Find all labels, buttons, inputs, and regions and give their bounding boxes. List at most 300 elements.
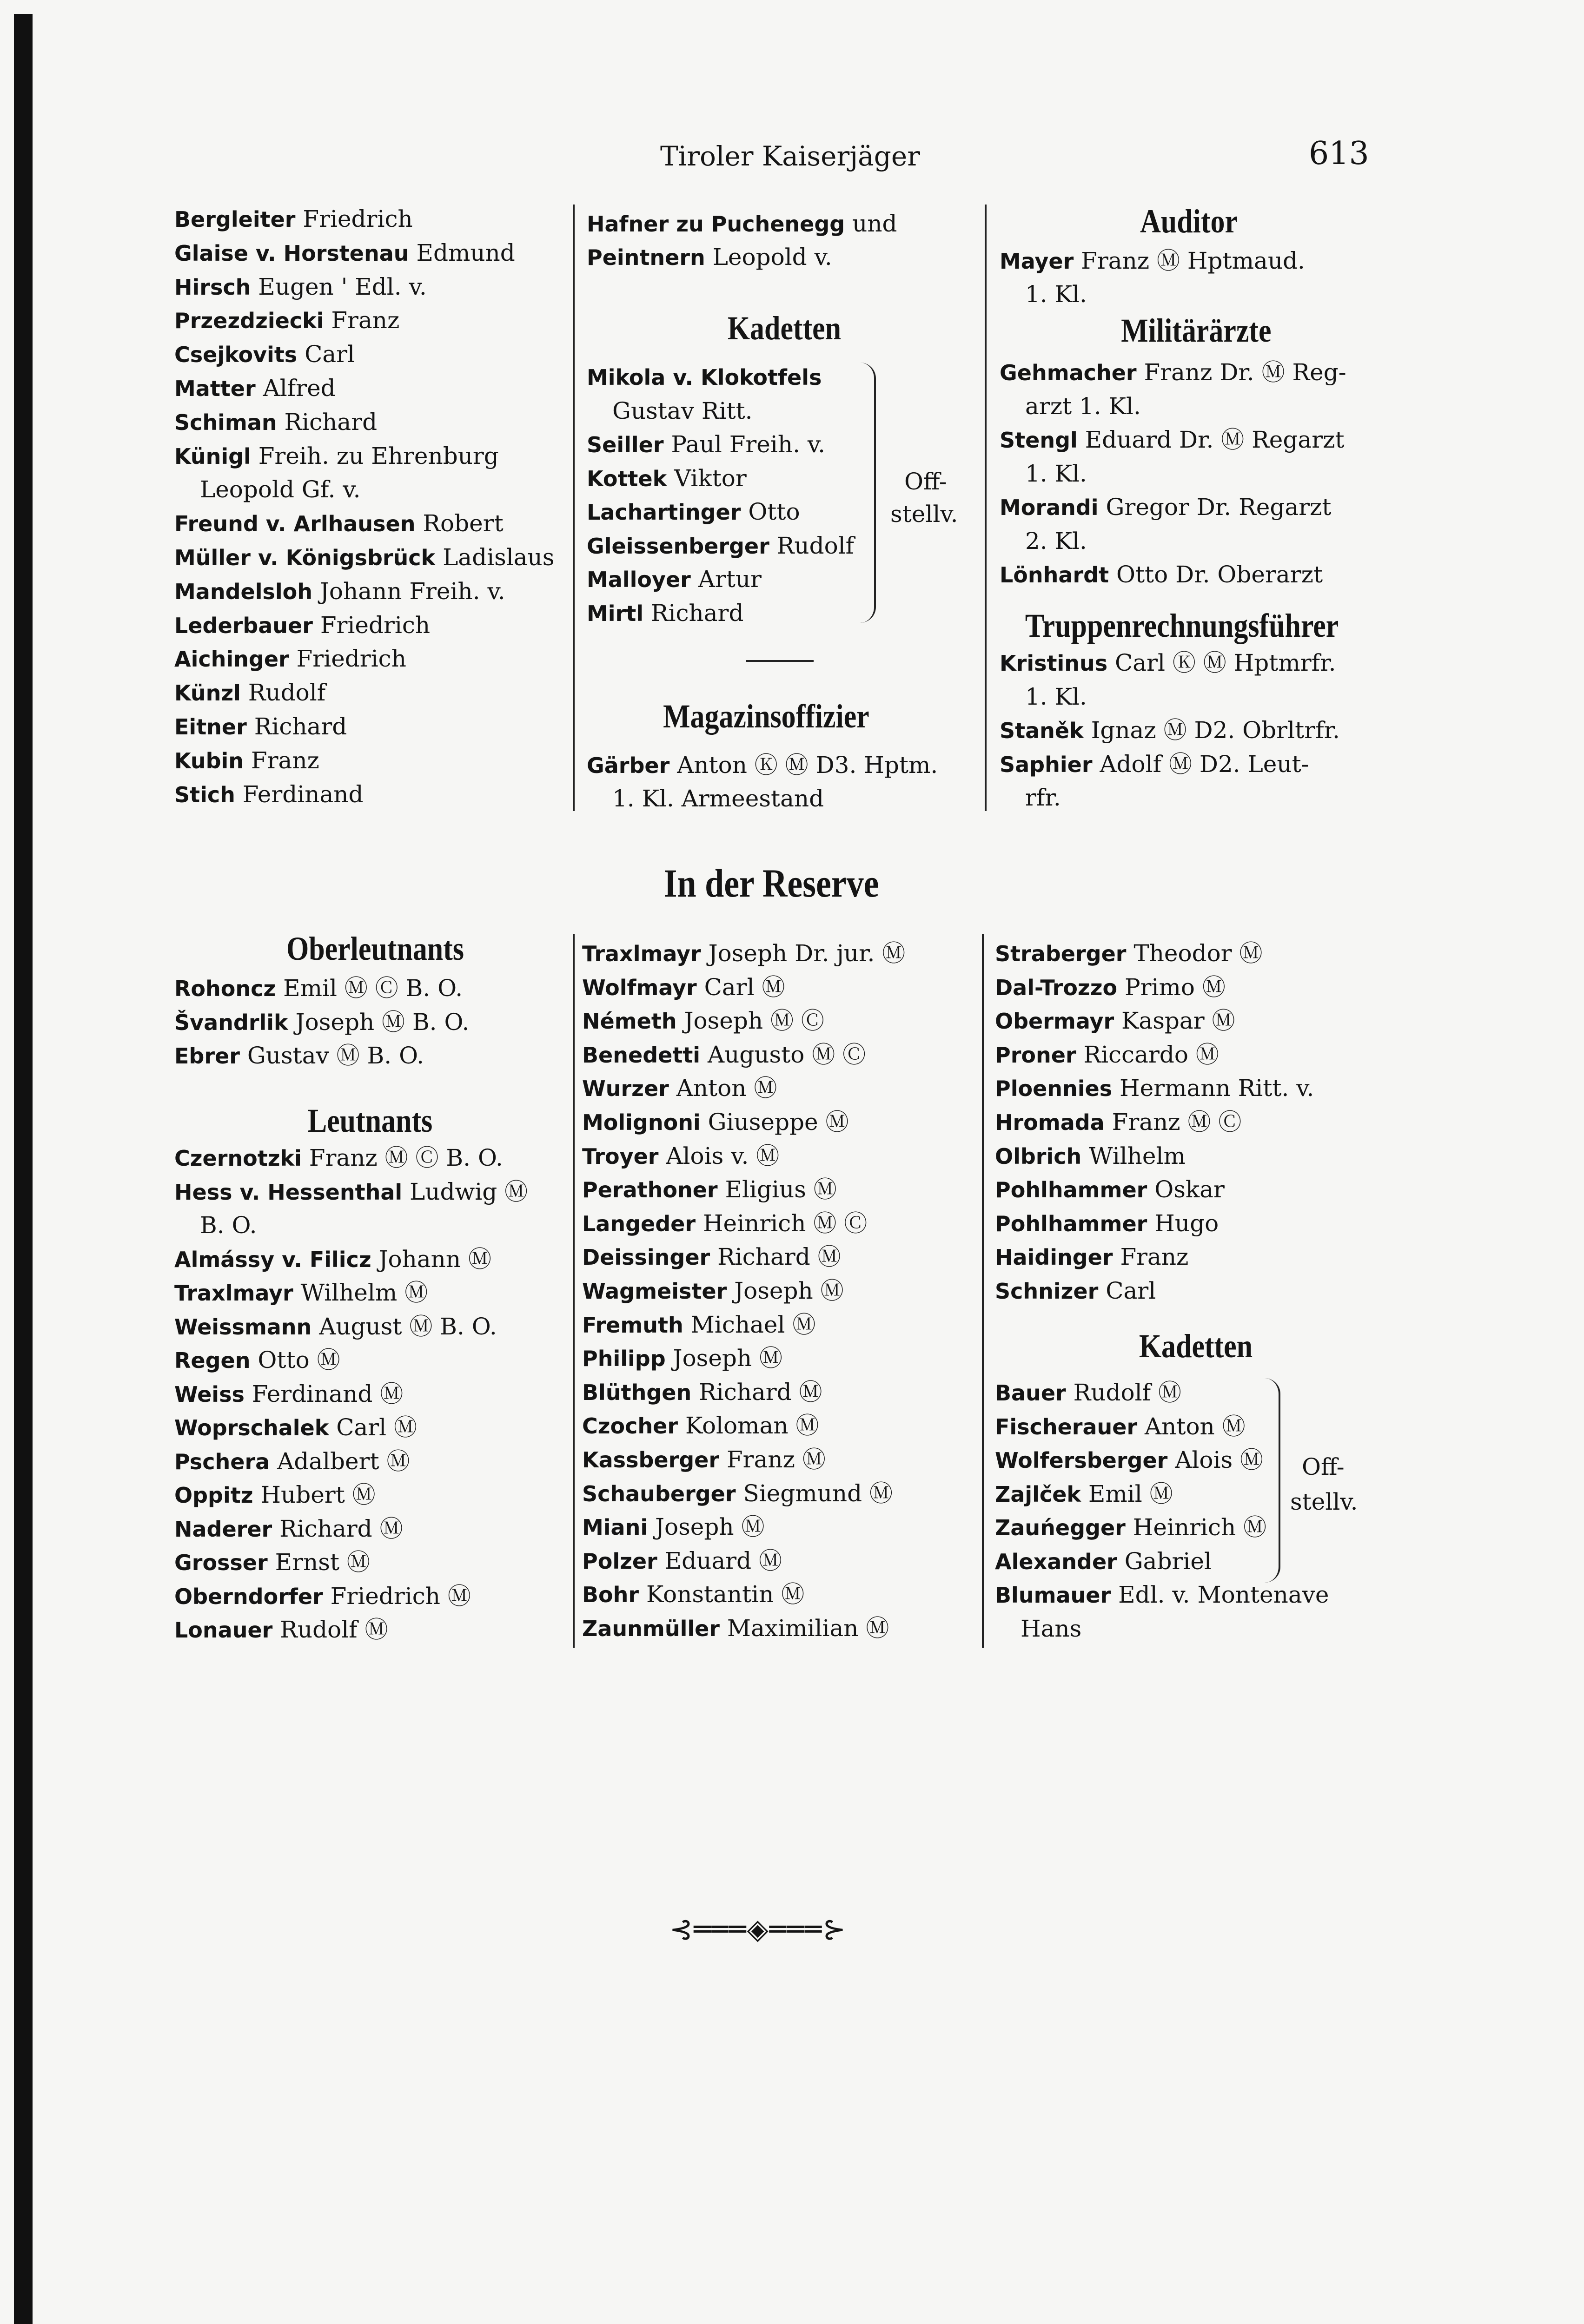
name-remainder: Hermann Ritt. v.	[1112, 1075, 1314, 1102]
name-remainder: Richard Ⓜ	[691, 1378, 822, 1406]
list-entry	[174, 1005, 469, 1039]
name-remainder: Johann Ⓜ	[371, 1245, 491, 1273]
list-entry	[174, 236, 515, 270]
column-rule-bottom-1	[573, 934, 575, 1648]
name-remainder: Eligius Ⓜ	[717, 1176, 837, 1203]
truppen-heading: Truppenrechnungsführer	[1025, 607, 1339, 644]
surname: Künigl	[174, 443, 251, 469]
name-remainder: Viktor	[667, 464, 747, 492]
magazin-heading: Magazinsoffizier	[663, 698, 869, 735]
name-remainder: und	[845, 210, 897, 237]
list-entry	[1025, 277, 1087, 311]
reserve-kadetten-note-1: Off-	[1302, 1453, 1345, 1480]
name-remainder: Hugo	[1147, 1209, 1219, 1237]
surname: Hirsch	[174, 274, 251, 300]
surname: Czocher	[582, 1413, 678, 1439]
name-remainder: arzt 1. Kl.	[1025, 392, 1141, 420]
surname: Zaunmüller	[582, 1616, 720, 1641]
list-entry	[582, 1341, 782, 1375]
surname: Wurzer	[582, 1076, 669, 1102]
list-entry	[995, 1139, 1186, 1173]
surname: Fremuth	[582, 1312, 683, 1338]
surname: Bauer	[995, 1380, 1066, 1406]
surname: Gleissenberger	[587, 533, 769, 559]
list-entry	[200, 473, 361, 506]
list-entry	[582, 1038, 866, 1072]
name-remainder: Heinrich Ⓜ	[1125, 1514, 1267, 1541]
name-remainder: Anton Ⓚ Ⓜ D3. Hptm.	[669, 752, 938, 779]
name-remainder: Franz	[1113, 1243, 1189, 1271]
list-entry	[174, 642, 406, 676]
list-entry	[1000, 713, 1340, 747]
list-entry	[995, 1511, 1266, 1545]
name-remainder: Ferdinand	[235, 780, 364, 808]
name-remainder: Kaspar Ⓜ	[1114, 1007, 1235, 1035]
surname: Zajlček	[995, 1481, 1081, 1507]
leutnants-heading: Leutnants	[307, 1102, 433, 1139]
surname: Deissinger	[582, 1245, 710, 1270]
name-remainder: Gustav Ritt.	[612, 397, 753, 424]
list-entry	[587, 596, 743, 630]
surname: Pohlhammer	[995, 1177, 1147, 1203]
surname: Wagmeister	[582, 1279, 727, 1304]
list-entry	[612, 782, 824, 815]
list-entry	[582, 1105, 849, 1139]
name-remainder: Alois Ⓜ	[1167, 1446, 1264, 1473]
list-entry	[174, 1141, 503, 1175]
surname: Németh	[582, 1009, 677, 1034]
surname: Wolfmayr	[582, 975, 697, 1000]
surname: Lachartinger	[587, 500, 741, 525]
list-entry	[1021, 1612, 1081, 1645]
name-remainder: Ernst Ⓜ	[267, 1549, 370, 1576]
name-remainder: 1. Kl.	[1025, 460, 1087, 487]
list-entry	[587, 207, 897, 241]
name-remainder: Richard	[643, 599, 744, 627]
list-entry	[1000, 356, 1346, 390]
name-remainder: Riccardo Ⓜ	[1076, 1041, 1219, 1068]
name-remainder: 1. Kl. Armeestand	[612, 785, 824, 812]
list-entry	[174, 304, 399, 337]
name-remainder: Theodor Ⓜ	[1126, 940, 1263, 967]
name-remainder: Konstantin Ⓜ	[639, 1581, 805, 1608]
list-entry	[582, 1477, 893, 1511]
name-remainder: Anton Ⓜ	[669, 1075, 777, 1102]
surname: Kubin	[174, 748, 244, 773]
list-entry	[582, 1139, 779, 1173]
name-remainder: Franz	[324, 307, 400, 334]
surname: Hafner zu Puchenegg	[587, 211, 845, 237]
surname: Csejkovits	[174, 342, 298, 368]
name-remainder: Johann Freih. v.	[312, 577, 505, 605]
list-entry	[995, 1545, 1212, 1578]
list-entry	[174, 541, 554, 574]
short-rule	[746, 660, 814, 662]
list-entry	[174, 202, 413, 236]
name-remainder: August Ⓜ B. O.	[311, 1313, 497, 1340]
name-remainder: Ferdinand Ⓜ	[244, 1380, 404, 1407]
list-entry	[200, 1208, 257, 1242]
name-remainder: Alfred	[255, 375, 336, 402]
list-entry	[582, 1274, 844, 1308]
surname: Blüthgen	[582, 1380, 692, 1405]
surname: Mikola v. Klokotfels	[587, 365, 822, 390]
list-entry	[1025, 524, 1087, 558]
list-entry	[587, 462, 747, 495]
list-entry	[582, 1375, 822, 1409]
name-remainder: Carl Ⓚ Ⓜ Hptmrfr.	[1107, 649, 1336, 676]
name-remainder: Richard	[277, 408, 378, 436]
list-entry	[1025, 390, 1141, 423]
surname: Miani	[582, 1515, 648, 1540]
surname: Grosser	[174, 1550, 268, 1575]
surname: Mirtl	[587, 601, 643, 626]
name-remainder: Rudolf	[240, 679, 326, 706]
name-remainder: 1. Kl.	[1025, 683, 1087, 710]
name-remainder: Freih. zu Ehrenburg	[251, 442, 499, 469]
list-entry	[174, 1613, 388, 1647]
name-remainder: Friedrich Ⓜ	[323, 1582, 471, 1610]
surname: Glaise v. Horstenau	[174, 240, 409, 266]
list-entry	[582, 1409, 819, 1443]
list-entry	[1000, 646, 1336, 680]
list-entry	[174, 1478, 376, 1512]
name-remainder: Augusto Ⓜ Ⓒ	[700, 1041, 866, 1068]
kadetten-note-2: stellv.	[890, 501, 958, 528]
surname: Künzl	[174, 680, 241, 706]
name-remainder: Hubert Ⓜ	[253, 1481, 376, 1508]
surname: Hess v. Hessenthal	[174, 1179, 403, 1205]
list-entry	[1025, 680, 1087, 713]
militaeraerzte-heading: Militärärzte	[1121, 312, 1272, 349]
list-entry	[582, 1173, 837, 1207]
name-remainder: B. O.	[200, 1212, 257, 1239]
surname: Weissmann	[174, 1314, 312, 1340]
name-remainder: Otto Ⓜ	[250, 1347, 340, 1373]
surname: Pschera	[174, 1449, 270, 1474]
list-entry	[995, 1578, 1329, 1612]
name-remainder: Franz Ⓜ Ⓒ B. O.	[301, 1144, 503, 1171]
surname: Perathoner	[582, 1177, 718, 1203]
list-entry	[995, 1376, 1181, 1410]
name-remainder: Rudolf Ⓜ	[1066, 1379, 1181, 1406]
list-entry	[995, 1038, 1219, 1072]
reserve-heading: In der Reserve	[663, 861, 879, 905]
surname: Naderer	[174, 1516, 272, 1542]
name-remainder: 1. Kl.	[1025, 281, 1087, 308]
list-entry	[1000, 423, 1345, 457]
surname: Lederbauer	[174, 613, 313, 638]
name-remainder: Artur	[690, 566, 762, 593]
list-entry	[582, 1611, 889, 1645]
list-entry	[174, 744, 319, 778]
list-entry	[174, 1411, 417, 1445]
name-remainder: Franz Ⓜ	[719, 1446, 826, 1473]
name-remainder: Rudolf	[769, 532, 855, 559]
name-remainder: Siegmund Ⓜ	[736, 1479, 893, 1507]
list-entry	[995, 1173, 1225, 1207]
surname: Lönhardt	[1000, 562, 1109, 588]
surname: Polzer	[582, 1548, 657, 1574]
name-remainder: Hans	[1021, 1615, 1082, 1642]
list-entry	[587, 562, 762, 596]
list-entry	[995, 1410, 1246, 1444]
surname: Langeder	[582, 1211, 696, 1236]
surname: Ploennies	[995, 1076, 1113, 1102]
page-edge	[14, 14, 33, 2324]
list-entry	[174, 608, 430, 642]
name-remainder: Leopold Gf. v.	[200, 476, 361, 503]
surname: Hromada	[995, 1110, 1105, 1135]
surname: Bohr	[582, 1582, 639, 1608]
list-entry	[174, 1242, 491, 1276]
name-remainder: Joseph Dr. jur. Ⓜ	[701, 940, 906, 967]
surname: Przezdziecki	[174, 308, 324, 334]
surname: Molignoni	[582, 1110, 701, 1135]
list-entry	[582, 1071, 777, 1105]
name-remainder: 2. Kl.	[1025, 527, 1087, 555]
surname: Müller v. Königsbrück	[174, 545, 436, 570]
name-remainder: Rudolf Ⓜ	[272, 1616, 388, 1643]
name-remainder: Emil Ⓜ Ⓒ B. O.	[276, 975, 463, 1002]
list-entry	[174, 710, 347, 744]
surname: Kottek	[587, 466, 667, 491]
name-remainder: Robert	[415, 510, 504, 537]
surname: Lonauer	[174, 1618, 273, 1643]
list-entry	[174, 1175, 528, 1209]
name-remainder: Leopold v.	[705, 244, 832, 271]
list-entry	[582, 1544, 782, 1578]
surname: Ebrer	[174, 1043, 240, 1069]
name-remainder: rfr.	[1025, 784, 1061, 811]
list-entry	[174, 439, 499, 473]
name-remainder: Edl. v. Montenave	[1111, 1581, 1329, 1608]
list-entry	[995, 971, 1226, 1004]
column-rule-top-2	[985, 205, 987, 811]
surname: Wolfersberger	[995, 1448, 1168, 1473]
list-entry	[174, 1445, 410, 1479]
auditor-heading: Auditor	[1140, 203, 1238, 240]
name-remainder: Franz Ⓜ Ⓒ	[1104, 1109, 1242, 1136]
tailpiece-ornament: ⊰═══◈═══⊱	[669, 1913, 847, 1946]
surname: Dal-Trozzo	[995, 975, 1118, 1000]
surname: Freund v. Arlhausen	[174, 511, 416, 537]
list-entry	[582, 937, 905, 971]
name-remainder: Eduard Ⓜ	[657, 1547, 782, 1574]
list-entry	[995, 1105, 1241, 1139]
list-entry	[587, 495, 800, 529]
list-entry	[995, 1274, 1156, 1308]
surname: Troyer	[582, 1143, 659, 1169]
list-entry	[174, 971, 463, 1005]
list-entry	[587, 360, 822, 394]
list-entry	[1000, 747, 1309, 781]
surname: Zauńegger	[995, 1515, 1126, 1540]
surname: Staněk	[1000, 718, 1084, 743]
surname: Aichinger	[174, 647, 289, 672]
surname: Schauberger	[582, 1481, 736, 1506]
surname: Almássy v. Filicz	[174, 1247, 371, 1272]
list-entry	[995, 1071, 1314, 1105]
name-remainder: Ladislaus	[435, 544, 555, 571]
name-remainder: Adalbert Ⓜ	[270, 1447, 410, 1475]
list-entry	[587, 529, 854, 563]
name-remainder: Maximilian Ⓜ	[720, 1615, 889, 1642]
surname: Saphier	[1000, 752, 1093, 777]
surname: Traxlmayr	[174, 1281, 293, 1306]
list-entry	[587, 240, 832, 274]
name-remainder: Franz Ⓜ Hptmaud.	[1074, 247, 1305, 274]
name-remainder: Adolf Ⓜ D2. Leut-	[1092, 750, 1309, 778]
surname: Proner	[995, 1042, 1076, 1068]
name-remainder: Joseph Ⓜ	[648, 1513, 765, 1541]
name-remainder: Carl	[1098, 1277, 1156, 1304]
name-remainder: Michael Ⓜ	[683, 1311, 816, 1338]
list-entry	[1000, 490, 1331, 524]
reserve-kadetten-brace	[1265, 1378, 1280, 1583]
list-entry	[995, 1207, 1219, 1241]
name-remainder: Alois v. Ⓜ	[658, 1142, 780, 1169]
list-entry	[174, 371, 336, 405]
list-entry	[1025, 457, 1087, 490]
name-remainder: Gabriel	[1117, 1547, 1212, 1575]
kadetten-heading: Kadetten	[727, 310, 842, 347]
name-remainder: Friedrich	[295, 205, 413, 232]
name-remainder: Carl	[297, 341, 355, 368]
name-remainder: Carl Ⓜ	[329, 1414, 418, 1441]
list-entry	[587, 748, 938, 782]
name-remainder: Otto Dr. Oberarzt	[1109, 561, 1323, 588]
surname: Alexander	[995, 1549, 1117, 1574]
list-entry	[174, 676, 325, 710]
surname: Straberger	[995, 941, 1127, 966]
name-remainder: Friedrich	[312, 611, 431, 639]
surname: Czernotzki	[174, 1146, 302, 1171]
surname: Kassberger	[582, 1447, 720, 1472]
name-remainder: Paul Freih. v.	[663, 431, 826, 458]
reserve-kadetten-heading: Kadetten	[1139, 1327, 1253, 1365]
name-remainder: Richard Ⓜ	[272, 1515, 403, 1542]
name-remainder: Carl Ⓜ	[696, 973, 785, 1001]
list-entry	[995, 1004, 1235, 1038]
list-entry	[582, 1004, 824, 1038]
surname: Olbrich	[995, 1143, 1082, 1169]
list-entry	[995, 937, 1263, 971]
surname: Oberndorfer	[174, 1584, 323, 1609]
surname: Eitner	[174, 714, 247, 739]
surname: Regen	[174, 1348, 251, 1373]
surname: Stengl	[1000, 428, 1078, 453]
list-entry	[582, 1240, 841, 1274]
surname: Matter	[174, 376, 256, 401]
list-entry	[174, 1343, 340, 1377]
surname: Rohoncz	[174, 976, 276, 1001]
name-remainder: Joseph Ⓜ B. O.	[288, 1008, 470, 1036]
surname: Gehmacher	[1000, 360, 1137, 385]
surname: Mandelsloh	[174, 579, 312, 604]
surname: Traxlmayr	[582, 941, 701, 966]
surname: Pohlhammer	[995, 1211, 1147, 1236]
surname: Schnizer	[995, 1279, 1099, 1304]
list-entry	[174, 1377, 403, 1411]
name-remainder: Gustav Ⓜ B. O.	[239, 1042, 424, 1069]
kadetten-brace	[860, 363, 876, 623]
name-remainder: Anton Ⓜ	[1137, 1413, 1246, 1440]
surname: Philipp	[582, 1346, 666, 1372]
name-remainder: Joseph Ⓜ	[665, 1345, 783, 1372]
surname: Haidinger	[995, 1245, 1113, 1270]
name-remainder: Giuseppe Ⓜ	[700, 1109, 849, 1136]
name-remainder: Edmund	[409, 239, 515, 266]
surname: Gärber	[587, 753, 670, 778]
name-remainder: Eugen ' Edl. v.	[251, 273, 427, 300]
name-remainder: Wilhelm Ⓜ	[293, 1279, 428, 1306]
name-remainder: Ludwig Ⓜ	[402, 1178, 528, 1205]
name-remainder: Wilhelm	[1081, 1142, 1186, 1169]
surname: Woprschalek	[174, 1415, 329, 1440]
name-remainder: Emil Ⓜ	[1081, 1480, 1173, 1507]
list-entry	[582, 1308, 815, 1342]
surname: Fischerauer	[995, 1414, 1138, 1439]
list-entry	[1000, 244, 1305, 278]
list-entry	[174, 574, 505, 608]
surname: Morandi	[1000, 495, 1099, 520]
list-entry	[582, 1510, 765, 1544]
name-remainder: Otto	[741, 498, 800, 525]
list-entry	[995, 1443, 1263, 1477]
page-number: 613	[1309, 135, 1369, 172]
oberleutnants-heading: Oberleutnants	[286, 930, 464, 967]
list-entry	[995, 1477, 1173, 1511]
list-entry	[174, 507, 504, 541]
name-remainder: Franz Dr. Ⓜ Reg-	[1136, 359, 1346, 386]
surname: Bergleiter	[174, 207, 296, 232]
list-entry	[174, 270, 427, 304]
list-entry	[612, 394, 753, 428]
list-entry	[582, 1443, 826, 1477]
list-entry	[587, 428, 825, 462]
surname: Blumauer	[995, 1583, 1111, 1608]
column-rule-top-1	[573, 205, 575, 811]
column-rule-bottom-2	[982, 934, 984, 1648]
name-remainder: Heinrich Ⓜ Ⓒ	[696, 1209, 868, 1237]
name-remainder: Ignaz Ⓜ D2. Obrltrfr.	[1083, 717, 1340, 744]
name-remainder: Joseph Ⓜ Ⓒ	[676, 1007, 824, 1035]
surname: Schiman	[174, 409, 277, 435]
name-remainder: Richard Ⓜ	[710, 1243, 841, 1271]
name-remainder: Oskar	[1147, 1176, 1225, 1203]
list-entry	[582, 971, 785, 1004]
reserve-kadetten-note-2: stellv.	[1290, 1488, 1358, 1515]
name-remainder: Friedrich	[289, 645, 406, 673]
list-entry	[1025, 781, 1061, 814]
surname: Švandrlik	[174, 1010, 288, 1035]
name-remainder: Gregor Dr. Regarzt	[1098, 494, 1332, 521]
surname: Obermayr	[995, 1009, 1114, 1034]
name-remainder: Joseph Ⓜ	[727, 1277, 844, 1304]
name-remainder: Richard	[246, 713, 347, 740]
name-remainder: Franz	[244, 746, 319, 774]
list-entry	[174, 1545, 370, 1579]
list-entry	[174, 1039, 424, 1073]
list-entry	[582, 1578, 804, 1611]
surname: Mayer	[1000, 249, 1074, 274]
surname: Peintnern	[587, 245, 705, 270]
surname: Benedetti	[582, 1042, 701, 1068]
name-remainder: Koloman Ⓜ	[678, 1412, 819, 1439]
name-remainder: Primo Ⓜ	[1117, 973, 1226, 1001]
surname: Stich	[174, 782, 235, 807]
